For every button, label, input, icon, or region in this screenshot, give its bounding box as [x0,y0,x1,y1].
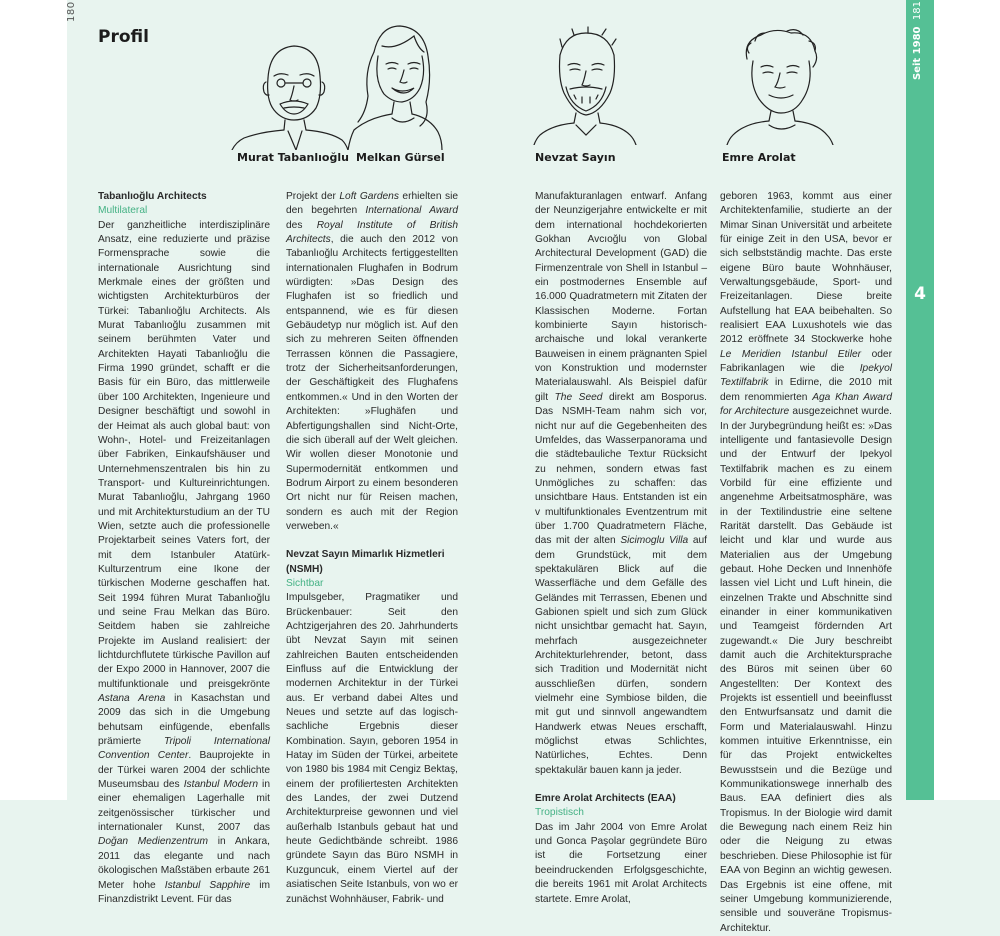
running-header-label: Seit 1980 [912,26,923,80]
page-title: Profil [98,27,149,47]
body-text: geboren 1963, kommt aus einer Architektenfamilie, studierte an der Mimar Sinan Universität und arbeitete für einige Zeit in den USA, bevor er sich selbstständig machte. Das erste eigene Büro baute Wohnhäuser, Verwaltungsgebäude, Sport- und Freizeitanlagen. Diese breite Aufstellung hat EAA beibehalten. So realisiert EAA Luxushotels wie das 2012 eröffnete 34 Stockwerke hohe Le Meridien Istanbul Etiler oder Fabrikanlagen wie die Ipekyol Textilfabrik in Edirne, die 2010 mit dem renommierten Aga Khan Award for Architecture ausgezeichnet wurde. In der Jurybegründung heißt es: »Das intelligente und fantasievolle Design und der Entwurf der Ipekyol Textilfabrik machen es zu einem Vorbild für eine effiziente und angenehme Arbeitsatmosphäre, was in der Textilindustrie eine seltene Rarität darstellt. Das Gebäude ist leicht und klar und wurde aus Materialien aus der Umgebung gebaut. Hohe Decken und Innenhöfe lassen viel Licht und Luft hinein, die einzelnen Trakte und Abschnitte sind einander in einer kommunikativen und Teamgeist fördernden Art zugewandt.« Die Jury beschreibt damit auch die Architektursprache des Büros mit seinen über 60 Angestellten: Der Kontext des Projekts ist essentiell und beeinflusst den Entwurfsansatz und damit die Form und Materialauswahl. Hinzu kommen intuitive Erkenntnisse, ein für das Projekt entwickeltes Bewusstsein und die Bezüge und Kommunikationswege innerhalb des Baus. EAA definiert dies als Tropismus. In der Biologie wird damit die Bewegung nach einem Reiz hin oder die Neigung zu etwas beschrieben. Diese Philosophie ist für EAA von Beginn an wichtig gewesen. Das Ergebnis ist eine offene, mit seiner Umgebung kommunizierende, sensible und souveräne Tropismus-Architektur. [720,191,892,934]
body-text: Manufakturanlagen entwarf. Anfang der Neunzigerjahre entwickelte er mit dem international hochdekorierten Gokhan Avcıoğlu von Global Architectural Development (GAD) die Firmenzentrale von Shell in Istanbul – ein postmodernes Ensemble auf 16.000 Quadratmetern mit Zitaten der Klassischen Moderne. Fortan kombinierte Sayın historisch-archaische und lokal verankerte Bauweisen in einem prägnanten Spiel von Konstruktion und modernster Materialauswahl. Als Beispiel dafür gilt The Seed direkt am Bosporus. Das NSMH-Team nahm sich vor, nicht nur auf die Gegebenheiten des Umfeldes, das Wasserpanorama und die städtebauliche Textur Rücksicht zu nehmen, sondern etwas fast Unmögliches zu schaffen: das unsichtbare Haus. Entstanden ist ein v multifunktionales Eventzentrum mit über 1.700 Quadratmetern Fläche, das mit der alten Sicimoglu Villa auf dem Grundstück, mit dem spektakulären Blick auf die Wasserfläche und dem Gefälle des Geländes mit Terrassen, Ebenen und Gabionen spielt und sich zum Glück nicht unsichtbar gemacht hat. Sayın, mehrfach ausgezeichneter Architekturlehrender, betont, dass sich Tradition und Modernität nicht ausschließen dürfen, sondern vielmehr eine Symbiose bilden, die mit gut und sinnvoll angewandtem Handwerk etwas Neues erschafft, möglichst etwas Schlichtes, Natürliches, Echtes. Denn spektakulär bauen kann ja jeder. [535,191,707,776]
chapter-color-bar [906,0,934,800]
section-heading: Nevzat Sayın Mimarlık Hizmetleri (NSMH) [286,549,445,575]
left-page-margin [0,0,77,800]
body-text: Projekt der Loft Gardens erhielten sie den begehrten International Award des Royal Institute of British Architects, die auch den 2012 von Tabanlıoğlu Architects fertiggestellten internationalen Flughafen in Bodrum würdigten: »Das Design des Flughafen ist so friedlich und entspannend, wie es für diesen Gebäudetyp nur möglich ist. Auf den sich zu mehreren Seiten öffnenden Terrassen können die Passagiere, trotz der Sicherheitsanforderungen, der Geschäftigkeit des Flughafens entkommen.« Und in den Worten der Architekten: »Flughäfen und Abfertigungshallen sind Nicht-Orte, die sich überall auf der Welt gleichen. Wir wollen dieser Monotonie und Supermodernität entkommen und Bodrum Airport zu einem besonderen Ort nicht nur für Reisen machen, sondern es auch mit der Region verweben.« [286,191,459,532]
body-text: Der ganzheitliche interdisziplinäre Ansatz, eine reduzierte und präzise Formensprache sowie die internationale Ausrichtung sind Merkmale eines der größten und wichtigsten Architekturbüros der Türkei: Tabanlıoğlu Architects. Als Murat Tabanlıoğlu zusammen mit seinem berühmten Vater und Architekten Hayati Tabanlıoğlu die Firma 1990 gründet, schafft er die Basis für ein Büro, das mittlerweile über 100 Architekten, Ingenieure und Designer beschäftigt und sowohl in der Heimat als auch global baut: von Wohn-, Hotel- und Freizeitanlagen über Fabriken, Einkaufshäuser und Unternehmenszentralen bis hin zu Transport- und Kultureinrichtungen. Murat Tabanlıoğlu, Jahrgang 1960 und mit Architekturstudium an der TU Wien, setzte auch die professionelle Projektarbeit seines Vaters fort, der mit dem Istanbuler Atatürk-Kulturzentrum eine Ikone der türkischen Moderne geschaffen hat. Seit 1994 führen Murat Tabanlıoğlu und seine Frau Melkan das Büro. Seitdem haben sie zahlreiche Projekte im Ausland realisiert: der lichtdurchflutete türkische Pavillon auf der Expo 2000 in Hannover, 2007 die multifunktionale und preisgekrönte Astana Arena in Kasachstan und 2009 das sich in die Umgebung behutsam einfügende, ebenfalls prämierte Tripoli International Convention Center. Bauprojekte in der Türkei waren 2004 der schlichte Museumsbau des Istanbul Modern in einer ehemaligen Lagerhalle mit zeitgenössischer türkischer und internationaler Kunst, 2007 das Doğan Medienzentrum in Ankara, 2011 das elegante und nach ökologischen Maßstäben erbaute 261 Meter hohe Istanbul Sapphire im Finanzdistrikt Levent. Für das [98,219,271,905]
portrait-name: Melkan Gürsel [356,151,445,164]
portrait-nevzat-sayin [530,25,640,145]
text-column-3 [535,190,707,907]
portrait-emre-arolat [725,25,835,145]
portrait-murat-tabanlioglu [230,38,350,150]
text-column-4 [720,190,892,936]
page-number-right: 181 [912,1,923,21]
body-text: Impulsgeber, Pragmatiker und Brückenbauer: Seit den Achtzigerjahren des 20. Jahrhunderts übt Nevzat Sayın mit seinen zahlreichen Bauten entscheidenden Einfluss auf die Entwicklung der modernen Architektur in der Türkei aus. Er verband dabei Altes und Neues und setzte auf das logisch-sachliche Ergebnis dieser Kombination. Sayın, geboren 1954 in Hatay im Süden der Türkei, arbeitete von 1980 bis 1984 mit Cengiz Bektaş, einem der profiliertesten Architekten des Landes, der zwei Dutzend Architekturpreise gewonnen und viel außerhalb Istanbuls gebaut hat und heute Gedichtbände schreibt. 1986 gründete Sayın das Büro NSMH in Kuzguncuk, einem Viertel auf der asiatischen Seite Istanbuls, von wo er zunächst Wohnhäuser, Fabrik- und [286,592,458,905]
section-heading: Tabanlıoğlu Architects [98,191,207,202]
portrait-name: Emre Arolat [722,151,796,164]
section-heading: Emre Arolat Architects (EAA) [535,793,676,805]
portrait-melkan-gursel [344,22,444,150]
text-column-2 [286,190,458,907]
body-text: Das im Jahr 2004 von Emre Arolat und Gonca Paşolar gegründete Büro ist die Fortsetzung einer beeindruckenden Erfolgsgeschichte, die bereits 1961 mit Arolat Architects startete. Emre Arolat, [535,821,707,905]
portrait-name: Nevzat Sayın [535,151,616,164]
page-number-left: 180 [66,1,77,22]
portrait-name: Murat Tabanlıoğlu [237,151,349,164]
section-subheading: Sichtbar [286,577,324,589]
running-header [912,1,923,80]
section-subheading: Multilateral [98,205,148,217]
section-subheading: Tropistisch [535,807,584,819]
chapter-number: 4 [914,284,926,304]
